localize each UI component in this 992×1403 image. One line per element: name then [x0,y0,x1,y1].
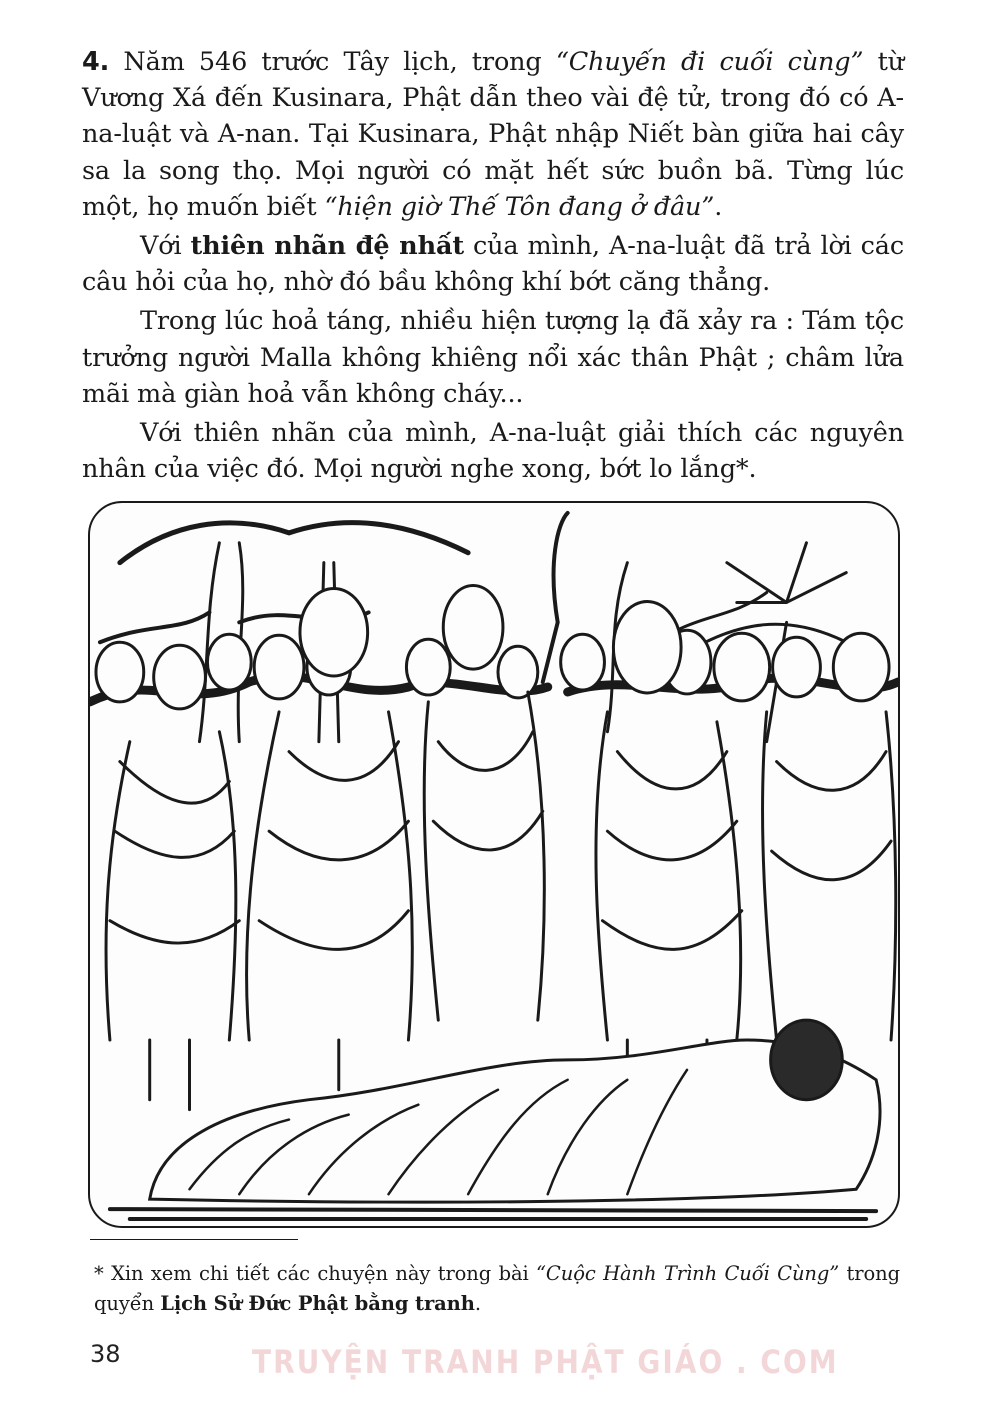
section-number: 4. [82,47,110,77]
quoted-question: “hiện giờ Thế Tôn đang ở đâu” [324,191,715,222]
footnote-book-title: Lịch Sử Đức Phật bằng tranh [160,1292,475,1315]
page-number: 38 [90,1340,121,1368]
monks-illustration [90,503,898,1226]
quoted-title: “Chuyến đi cuối cùng” [555,47,864,77]
footnote: * Xin xem chi tiết các chuyện này trong bài “Cuộc Hành Trình Cuối Cùng” trong quyển Lịch Sử Đức Phật bằng tranh. [94,1262,900,1315]
emphasis-term: thiên nhãn đệ nhất [190,231,464,262]
paragraph-4: Với thiên nhãn của mình, A-na-luật giải thích các nguyên nhân của việc đó. Mọi người nghe xong, bớt lo lắng*. [82,418,904,485]
paragraph-1: 4. Năm 546 trước Tây lịch, trong “Chuyến đi cuối cùng” từ Vương Xá đến Kusinara, Phật dẫn theo vài đệ tử, trong đó có A-na-luật và A-nan. Tại Kusinara, Phật nhập Niết bàn giữa hai cây sa la song thọ. Mọi người có mặt hết sức buồn bã. Từng lúc một, họ muốn biết “hiện giờ Thế Tôn đang ở đâu”. [82,47,904,222]
footnote-article-title: “Cuộc Hành Trình Cuối Cùng” [536,1262,840,1285]
paragraph-3: Trong lúc hoả táng, nhiều hiện tượng lạ đã xảy ra : Tám tộc trưởng người Malla không khiêng nổi xác thân Phật ; châm lửa mãi mà giàn hoả vẫn không cháy... [82,306,904,409]
watermark: TRUYỆN TRANH PHẬT GIÁO . COM [252,1343,839,1381]
footnote-marker: * [94,1262,104,1285]
footnote-divider [90,1239,298,1240]
main-text [82,44,904,490]
illustration-frame [88,501,900,1228]
paragraph-2: Với thiên nhãn đệ nhất của mình, A-na-luật đã trả lời các câu hỏi của họ, nhờ đó bầu không khí bớt căng thẳng. [82,231,904,298]
